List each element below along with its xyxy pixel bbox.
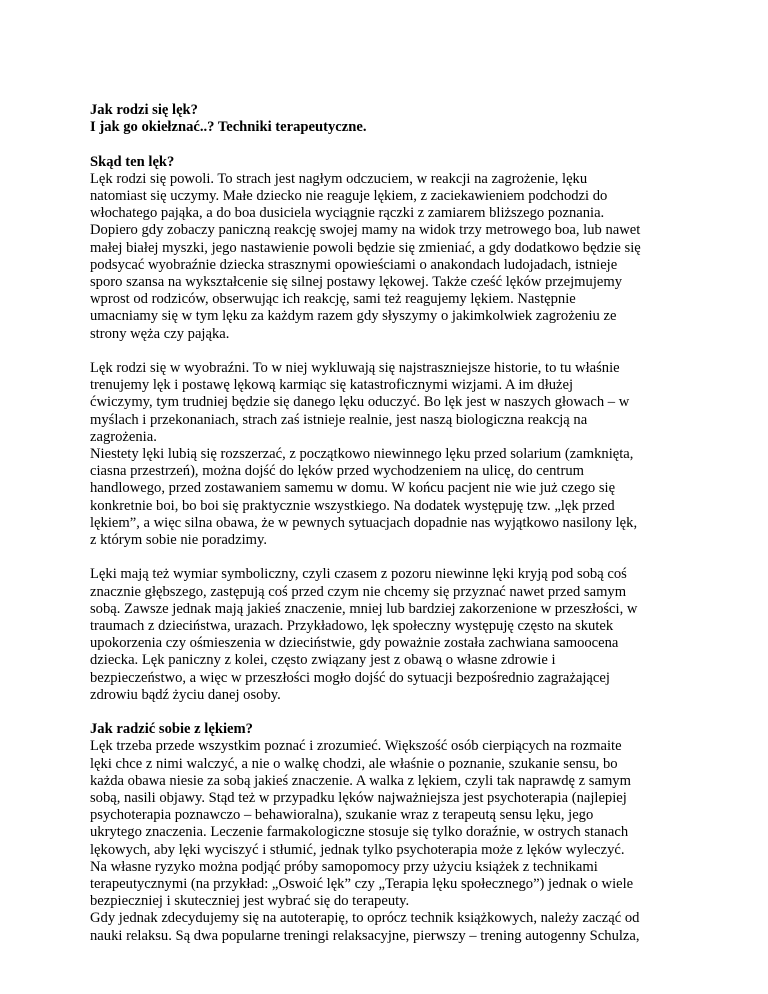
text-line: umacniamy się w tym lęku za każdym razem gdy słyszymy o jakimkolwiek zagrożeniu ze (90, 308, 617, 325)
paragraph-gap (90, 343, 690, 360)
section-heading: Jak radzić sobie z lękiem? (90, 721, 253, 738)
paragraph-symbolic (90, 566, 690, 704)
text-line: strony węża czy pająka. (90, 325, 230, 342)
text-line: upokorzenia czy ośmieszenia w dzieciństwie, gdy poważnie została zachwiana samoocena (90, 635, 619, 652)
section-heading: Skąd ten lęk? (90, 153, 175, 170)
text-line: Niestety lęki lubią się rozszerzać, z początkowo niewinnego lęku przed solarium (zamknięta, (90, 446, 634, 463)
text-line: traumach z dzieciństwa, urazach. Przykładowo, lęk społeczny występuję często na skutek (90, 618, 614, 635)
section-origin (90, 154, 690, 343)
paragraph-autotherapy (90, 910, 690, 944)
text-line: Lęk rodzi się powoli. To strach jest nagłym odczuciem, w reakcji na zagrożenie, lęku (90, 170, 588, 187)
paragraph-gap (90, 136, 690, 153)
text-line: dziecka. Lęk paniczny z kolei, często związany jest z obawą o własne zdrowie i (90, 652, 556, 669)
text-line: wprost od rodziców, obserwując ich reakcję, sami też reagujemy lękiem. Następnie (90, 291, 576, 308)
paragraph-spreading (90, 446, 690, 549)
paragraph-imagination (90, 360, 690, 446)
document-page (90, 102, 690, 945)
text-line: konkretnie boi, bo boi się praktycznie wszystkiego. Na dodatek występuję tzw. „lęk przed (90, 497, 615, 514)
text-line: terapeutycznymi (na przykład: „Oswoić lęk” czy „Terapia lęku społecznego”) jednak o wiele (90, 876, 634, 893)
text-line: sobą, nasili objawy. Stąd też w przypadku lęków najważniejsza jest psychoterapia (najlepiej (90, 790, 627, 807)
text-line: ukrytego znaczenia. Leczenie farmakologiczne stosuje się tylko doraźnie, w ostrych stanach (90, 824, 629, 841)
text-line: zdrowiu bądź życiu danej osoby. (90, 686, 281, 703)
text-line: psychoterapia poznawczo – behawioralna), szukanie wraz z terapeutą sensu lęku, jego (90, 807, 594, 824)
text-line: zagrożenia. (90, 428, 157, 445)
text-line: podsycać wyobraźnie dziecka strasznymi opowieściami o anakondach ludojadach, istnieje (90, 256, 618, 273)
text-line: ciasna przestrzeń), można dojść do lęków przed wychodzeniem na ulicę, do centrum (90, 463, 584, 480)
text-line: z którym sobie nie poradzimy. (90, 532, 267, 549)
text-line: Lęki mają też wymiar symboliczny, czyli czasem z pozoru niewinne lęki kryją pod sobą coś (90, 566, 627, 583)
text-line: myślach i przekonaniach, strach zaś istnieje realnie, jest naszą biologiczna reakcją na (90, 411, 588, 428)
text-line: ćwiczymy, tym trudniej będzie się danego lęku oduczyć. Bo lęk jest w naszych głowach – w (90, 394, 630, 411)
text-line: bezpieczeństwo, a więc w przeszłości mogło dojść do sytuacji bezpośrednio zagrażającej (90, 669, 610, 686)
text-line: Lęk rodzi się w wyobraźni. To w niej wykluwają się najstraszniejsze historie, to tu właśnie (90, 360, 620, 377)
paragraph-gap (90, 704, 690, 721)
text-line: handlowego, przed zostawaniem samemu w domu. W końcu pacjent nie wie już czego się (90, 480, 616, 497)
text-line: Lęk trzeba przede wszystkim poznać i zrozumieć. Większość osób cierpiących na rozmaite (90, 738, 622, 755)
text-line: Na własne ryzyko można podjąć próby samopomocy przy użyciu książek z technikami (90, 858, 598, 875)
text-line: małej białej myszki, jego nastawienie powoli będzie się zmieniać, a gdy dodatkowo będzie się (90, 239, 641, 256)
text-line: znacznie głębszego, zastępują coś przed czym nie chcemy się przyznać nawet przed samym (90, 583, 627, 600)
text-line: trenujemy lęk i postawę lękową karmiąc się katastroficznymi wizjami. A im dłużej (90, 377, 574, 394)
text-line: lękiem”, a więc silna obawa, że w pewnych sytuacjach dopadnie nas wyjątkowo nasilony lęk, (90, 514, 638, 531)
text-line: Gdy jednak zdecydujemy się na autoterapię, to oprócz technik książkowych, należy zacząć od (90, 910, 640, 927)
text-line: każda obawa niesie za sobą jakieś znaczenie. A walka z lękiem, czyli tak naprawdę z samym (90, 772, 631, 789)
text-line: nauki relaksu. Są dwa popularne treningi relaksacyjne, pierwszy – trening autogenny Schulza, (90, 927, 640, 944)
text-line: lękowych, aby lęki wyciszyć i stłumić, jednak tylko psychoterapia może z lęków wyleczyć. (90, 841, 625, 858)
paragraph-gap (90, 549, 690, 566)
text-line: sporo szansa na wykształcenie się silnej postawy lękowej. Także cześć lęków przejmujemy (90, 274, 623, 291)
section-coping (90, 721, 690, 910)
title-line: Jak rodzi się lęk? (90, 102, 198, 118)
text-line: bezpieczniej i skuteczniej jest wybrać się do terapeuty. (90, 893, 410, 910)
text-line: sobą. Zawsze jednak mają jakieś znaczenie, mniej lub bardziej zakorzenione w przeszłości, w (90, 600, 638, 617)
text-line: Dopiero gdy zobaczy paniczną reakcję swojej mamy na widok trzy metrowego boa, lub nawet (90, 222, 641, 239)
text-line: lęki chce z nimi walczyć, a nie o walkę chodzi, ale właśnie o poznanie, szukanie sensu, bo (90, 755, 618, 772)
text-line: włochatego pająka, a do boa dusiciela wyciągnie rączki z zamiarem bliższego poznania. (90, 205, 605, 222)
subtitle-line: I jak go okiełznać..? Techniki terapeutyczne. (90, 119, 367, 136)
document-title (90, 102, 690, 136)
text-line: natomiast się uczymy. Małe dziecko nie reaguje lękiem, z zaciekawieniem podchodzi do (90, 188, 608, 204)
